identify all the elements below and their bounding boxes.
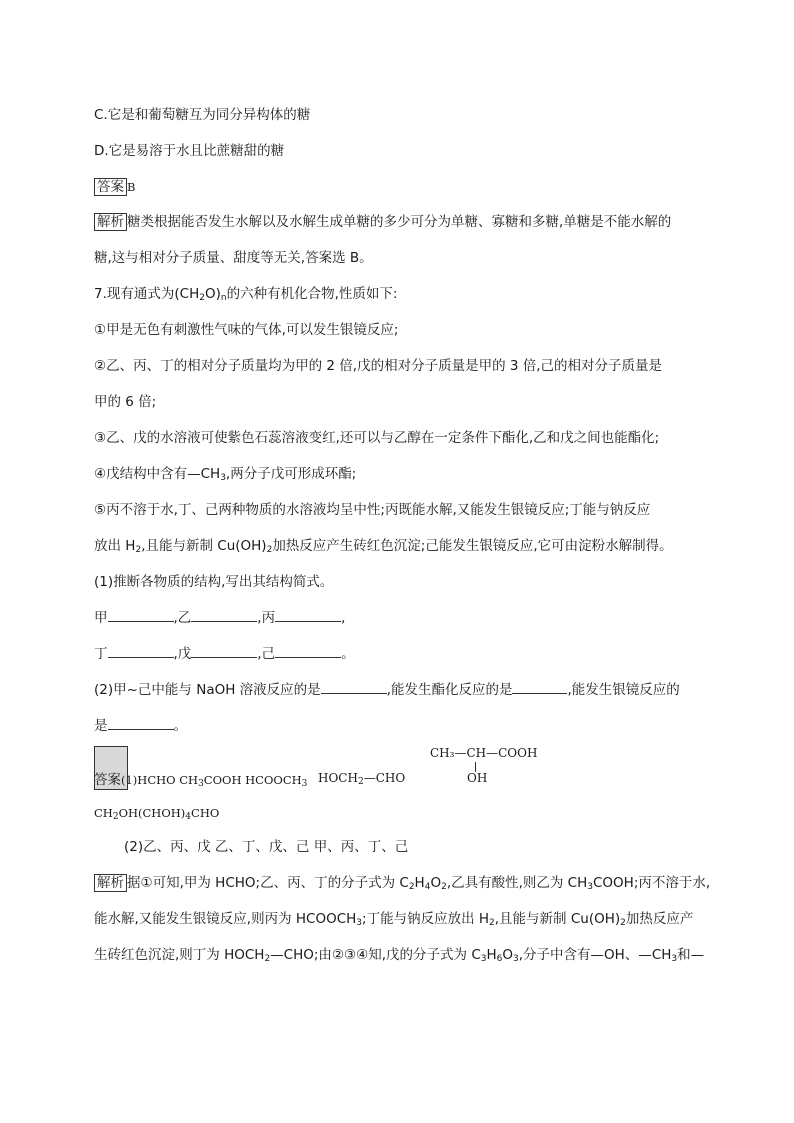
answer-tag-2: 答案 [94,772,121,788]
analysis-2-line-1: 解析 据①可知,甲为 HCHO;乙、丙、丁的分子式为 $C_2H_4O_2$,乙具有酸性,则乙为 $CH_3COOH$;丙不溶于水, [94,874,710,892]
analysis-2-line-2: 能水解,又能发生银镜反应,则丙为 $HCOOCH_3$;丁能与钠反应放出 $H_2$,且能与新制 $Cu(OH)_2$加热反应产 [94,911,694,928]
property-5a: ⑤丙不溶于水,丁、己两种物质的水溶液均呈中性;丙既能水解,又能发生银镜反应;丁能与钠反应 [94,502,651,518]
fill-line-2: 丁 ,戊 ,己 。 [94,646,355,662]
property-5b: 放出 $H_2$,且能与新制 $Cu(OH)_2$加热反应产生砖红色沉淀;己能发生银镜反应,它可由淀粉水解制得。 [94,538,673,555]
blank-naoh[interactable] [321,681,387,694]
option-d: D.它是易溶于水且比蔗糖甜的糖 [94,143,285,159]
blank-bing[interactable] [275,609,341,622]
answer-2-part-2: (2)乙、丙、戊 乙、丁、戊、己 甲、丙、丁、己 [124,839,409,855]
analysis-1-line-b: 糖,这与相对分子质量、甜度等无关,答案选 B。 [94,250,373,266]
analysis-2-line-3: 生砖红色沉淀,则丁为 $HOCH_2—CHO$;由②③④知,戊的分子式为 $C_3H_6O_3$,分子中含有—OH、$—CH_3$和— [94,947,705,964]
subquestion-1: (1)推断各物质的结构,写出其结构简式。 [94,574,334,590]
property-2a: ②乙、丙、丁的相对分子质量均为甲的 2 倍,戊的相对分子质量是甲的 3 倍,己的相对分子质量是 [94,358,663,374]
structure-lactic-acid-oh: OH [467,771,488,785]
structure-hoch2cho: $HOCH_2—CHO$ [318,771,406,787]
answer-tag: 答案 [94,178,127,196]
structure-lactic-acid-main: CH₃—CH—COOH [430,746,538,760]
blank-wu[interactable] [191,645,257,658]
property-3: ③乙、戊的水溶液可使紫色石蕊溶液变红,还可以与乙醇在一定条件下酯化,乙和戊之间也能酯化; [94,430,660,446]
property-1: ①甲是无色有刺激性气味的气体,可以发生银镜反应; [94,322,399,338]
question-7-title: 7.现有通式为$(CH_2O)_n$的六种有机化合物,性质如下: [94,286,398,303]
blank-silver-mirror[interactable] [108,717,174,730]
analysis-tag: 解析 [94,213,127,231]
answer-2-line-1: 答案(1)HCHO $CH_3COOH$ $HCOOCH_3$ [94,772,308,789]
analysis-1-line-a: 解析 糖类根据能否发生水解以及水解生成单糖的多少可分为单糖、寡糖和多糖,单糖是不能水解的 [94,213,671,231]
option-c: C.它是和葡萄糖互为同分异构体的糖 [94,107,311,123]
answer-2-line-2: $CH_2OH(CHOH)_4CHO$ [94,806,220,822]
fill-line-1: 甲 ,乙 ,丙 , [94,610,346,626]
subquestion-2a: (2)甲~己中能与 NaOH 溶液反应的是 ,能发生酯化反应的是 ,能发生银镜反应的 [94,682,680,698]
property-2b: 甲的 6 倍; [94,394,157,410]
blank-esterify[interactable] [512,681,567,694]
blank-ding[interactable] [108,645,174,658]
blank-jia[interactable] [108,609,174,622]
blank-ji[interactable] [275,645,341,658]
answer-block-1: 答案 B [94,178,135,196]
property-4: ④戊结构中含有$—CH_3$,两分子戊可形成环酯; [94,466,357,483]
subquestion-2b: 是 。 [94,718,187,734]
blank-yi[interactable] [191,609,257,622]
analysis-tag-2: 解析 [94,874,127,892]
